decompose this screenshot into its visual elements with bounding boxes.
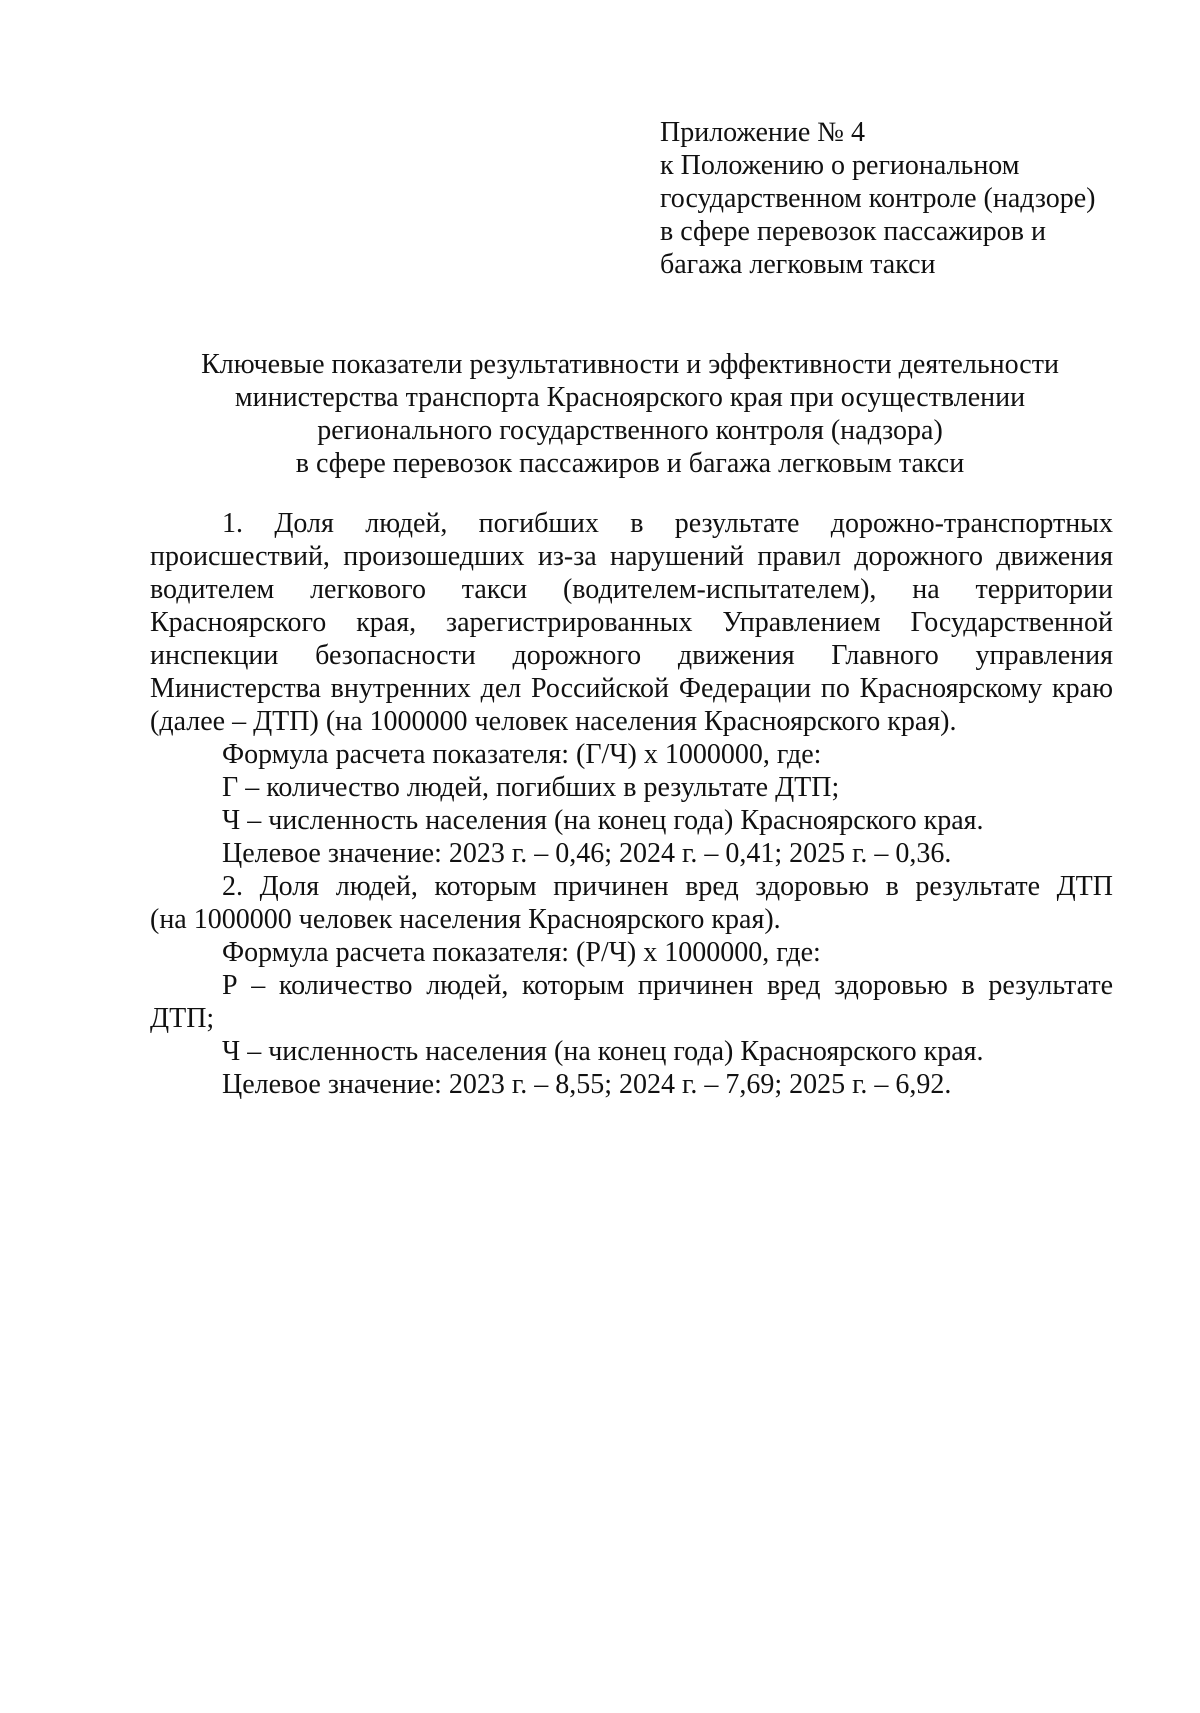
paragraph-line: водителем легкового такси (водителем-испытателем), на территории bbox=[150, 574, 1113, 605]
appendix-line: в сфере перевозок пассажиров и bbox=[660, 216, 1046, 247]
appendix-header bbox=[660, 116, 1140, 281]
indicator-1-target: Целевое значение: 2023 г. – 0,46; 2024 г. – 0,41; 2025 г. – 0,36. bbox=[222, 838, 952, 869]
paragraph-line: Р – количество людей, которым причинен вред здоровью в результате bbox=[222, 970, 1113, 1001]
indicator-1-formula: Формула расчета показателя: (Г/Ч) х 1000000, где: bbox=[222, 739, 822, 770]
paragraph-line: Министерства внутренних дел Российской Федерации по Красноярскому краю bbox=[150, 673, 1113, 704]
title-line: регионального государственного контроля (надзора) bbox=[317, 415, 943, 446]
paragraph-line: ДТП; bbox=[150, 1003, 215, 1034]
paragraph-line: происшествий, произошедших из-за нарушений правил дорожного движения bbox=[150, 541, 1113, 572]
paragraph-line: Красноярского края, зарегистрированных Управлением Государственной bbox=[150, 607, 1113, 638]
appendix-line: государственном контроле (надзоре) bbox=[660, 183, 1096, 214]
indicator-1-paragraph bbox=[150, 507, 1113, 738]
document-body bbox=[150, 507, 1113, 1101]
indicator-1-variable-ch: Ч – численность населения (на конец года) Красноярского края. bbox=[222, 805, 984, 836]
title-line: министерства транспорта Красноярского края при осуществлении bbox=[234, 382, 1026, 413]
indicator-2-paragraph bbox=[150, 870, 1113, 936]
paragraph-line: (на 1000000 человек населения Красноярского края). bbox=[150, 904, 781, 935]
document-title bbox=[150, 348, 1110, 480]
title-line: Ключевые показатели результативности и эффективности деятельности bbox=[201, 349, 1059, 380]
paragraph-line: (далее – ДТП) (на 1000000 человек населения Красноярского края). bbox=[150, 706, 957, 737]
indicator-1-variable-g: Г – количество людей, погибших в результате ДТП; bbox=[222, 772, 840, 803]
title-line: в сфере перевозок пассажиров и багажа легковым такси bbox=[295, 448, 965, 479]
paragraph-line: 2. Доля людей, которым причинен вред здоровью в результате ДТП bbox=[222, 871, 1113, 902]
appendix-line: багажа легковым такси bbox=[660, 249, 936, 280]
indicator-2-formula: Формула расчета показателя: (Р/Ч) х 1000000, где: bbox=[222, 937, 821, 968]
indicator-2-variable-r bbox=[150, 969, 1113, 1035]
appendix-line: Приложение № 4 bbox=[660, 117, 865, 148]
paragraph-line: инспекции безопасности дорожного движения Главного управления bbox=[150, 640, 1113, 671]
indicator-2-target: Целевое значение: 2023 г. – 8,55; 2024 г. – 7,69; 2025 г. – 6,92. bbox=[222, 1069, 952, 1100]
indicator-2-variable-ch: Ч – численность населения (на конец года) Красноярского края. bbox=[222, 1036, 984, 1067]
paragraph-line: 1. Доля людей, погибших в результате дорожно-транспортных bbox=[222, 508, 1113, 539]
appendix-line: к Положению о региональном bbox=[660, 150, 1020, 181]
